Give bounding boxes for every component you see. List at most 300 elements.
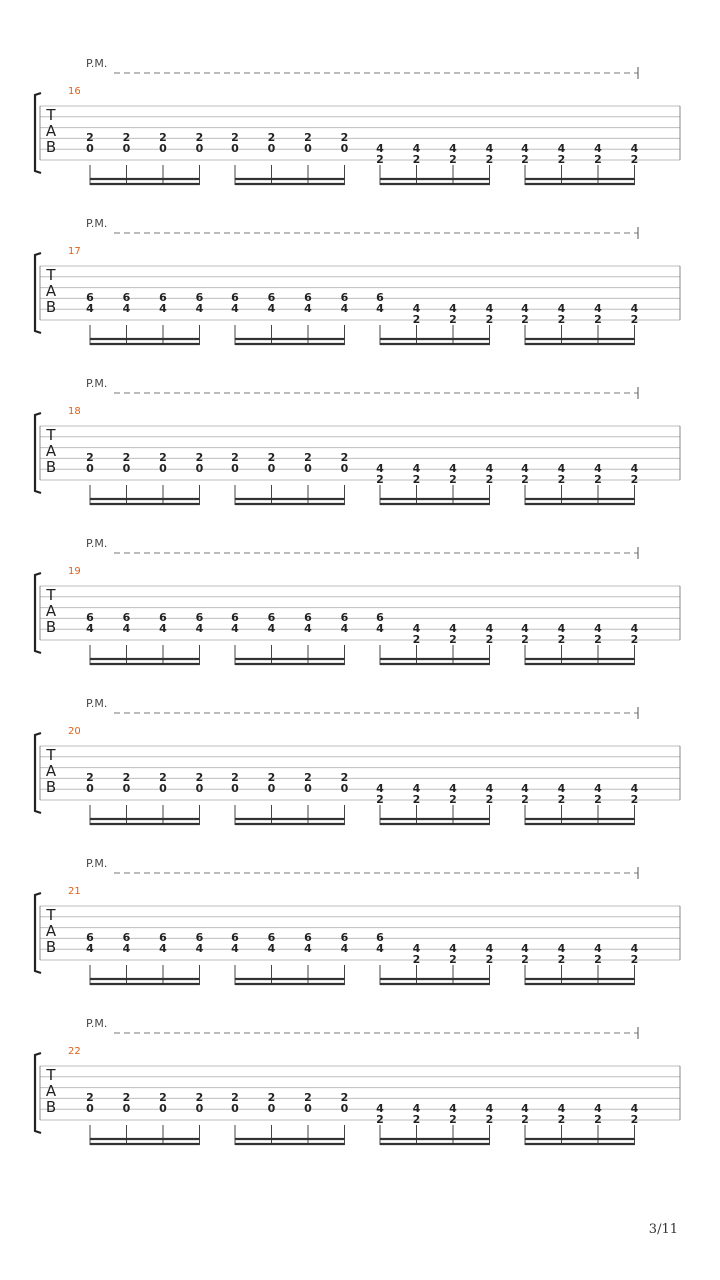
fret-number: 0 — [231, 782, 239, 795]
fret-number: 2 — [594, 313, 602, 326]
fret-number: 2 — [630, 953, 639, 966]
fret-number: 4 — [86, 302, 94, 315]
fret-number: 2 — [594, 1113, 602, 1126]
chord-beat — [341, 931, 349, 985]
fret-number: 4 — [122, 302, 131, 315]
chord-beat — [231, 771, 239, 825]
fret-number: 6 — [122, 291, 131, 304]
chord-beat — [159, 611, 167, 665]
fret-number: 4 — [630, 782, 639, 795]
chord-beat — [268, 611, 276, 665]
fret-number: 4 — [304, 942, 312, 955]
chord-beat — [159, 931, 167, 985]
chord-beat — [268, 771, 276, 825]
fret-number: 2 — [630, 313, 639, 326]
fret-number: 4 — [594, 782, 602, 795]
fret-number: 4 — [485, 302, 494, 315]
fret-number: 4 — [521, 302, 529, 315]
chord-beat — [86, 611, 94, 665]
chord-beat — [159, 771, 167, 825]
fret-number: 4 — [521, 462, 529, 475]
fret-number: 6 — [195, 931, 204, 944]
fret-number: 2 — [340, 131, 349, 144]
fret-number: 0 — [340, 462, 349, 475]
fret-number: 4 — [449, 302, 457, 315]
fret-number: 2 — [376, 793, 384, 806]
fret-number: 4 — [159, 302, 167, 315]
fret-number: 4 — [521, 782, 529, 795]
fret-number: 2 — [412, 313, 421, 326]
fret-number: 4 — [449, 942, 457, 955]
fret-number: 4 — [267, 622, 276, 635]
fret-number: 2 — [485, 1113, 494, 1126]
fret-number: 0 — [340, 1102, 349, 1115]
chord-beat — [123, 131, 131, 185]
fret-number: 2 — [412, 153, 421, 166]
tab-clef-letter: A — [45, 922, 57, 940]
fret-number: 4 — [195, 942, 204, 955]
fret-number: 2 — [267, 131, 276, 144]
fret-number: 2 — [159, 451, 167, 464]
fret-number: 0 — [195, 462, 204, 475]
fret-number: 0 — [86, 142, 94, 155]
fret-number: 6 — [304, 611, 312, 624]
fret-number: 4 — [521, 622, 529, 635]
fret-number: 4 — [630, 302, 639, 315]
fret-number: 2 — [122, 451, 131, 464]
chord-beat — [86, 1091, 94, 1145]
tab-clef-letter: T — [46, 746, 56, 764]
fret-number: 6 — [376, 291, 384, 304]
fret-number: 6 — [376, 611, 384, 624]
chord-beat — [268, 291, 276, 345]
fret-number: 0 — [195, 1102, 204, 1115]
tab-system — [35, 57, 680, 185]
fret-number: 6 — [195, 291, 204, 304]
fret-number: 6 — [340, 611, 349, 624]
tab-clef-letter: T — [46, 266, 56, 284]
chord-beat — [341, 611, 349, 665]
fret-number: 4 — [122, 942, 131, 955]
chord-beat — [123, 1091, 131, 1145]
fret-number: 2 — [594, 793, 602, 806]
fret-number: 4 — [594, 942, 602, 955]
fret-number: 4 — [594, 142, 602, 155]
fret-number: 0 — [304, 142, 312, 155]
tab-system — [35, 377, 680, 505]
fret-number: 0 — [267, 1102, 276, 1115]
fret-number: 2 — [449, 953, 457, 966]
chord-beat — [231, 291, 239, 345]
fret-number: 6 — [159, 931, 167, 944]
fret-number: 2 — [521, 1113, 529, 1126]
fret-number: 4 — [267, 302, 276, 315]
fret-number: 4 — [412, 302, 421, 315]
tab-clef-letter: A — [45, 282, 57, 300]
fret-number: 2 — [449, 313, 457, 326]
fret-number: 2 — [521, 953, 529, 966]
fret-number: 6 — [376, 931, 384, 944]
fret-number: 2 — [594, 153, 602, 166]
chord-beat — [123, 451, 131, 505]
fret-number: 4 — [449, 782, 457, 795]
chord-beat — [304, 131, 312, 185]
fret-number: 2 — [340, 451, 349, 464]
fret-number: 6 — [195, 611, 204, 624]
palm-mute-label: P.M. — [86, 1017, 108, 1030]
fret-number: 0 — [304, 1102, 312, 1115]
palm-mute-label: P.M. — [86, 697, 108, 710]
fret-number: 4 — [412, 622, 421, 635]
tab-clef-letter: A — [45, 602, 57, 620]
fret-number: 4 — [449, 142, 457, 155]
fret-number: 6 — [304, 291, 312, 304]
fret-number: 4 — [630, 1102, 639, 1115]
fret-number: 4 — [340, 622, 349, 635]
fret-number: 4 — [304, 622, 312, 635]
fret-number: 2 — [557, 313, 566, 326]
fret-number: 4 — [122, 622, 131, 635]
measure-number: 18 — [68, 406, 81, 417]
fret-number: 0 — [195, 142, 204, 155]
fret-number: 4 — [159, 622, 167, 635]
chord-beat — [304, 771, 312, 825]
fret-number: 2 — [521, 153, 529, 166]
fret-number: 4 — [376, 942, 384, 955]
fret-number: 0 — [86, 1102, 94, 1115]
fret-number: 2 — [231, 771, 239, 784]
fret-number: 4 — [594, 1102, 602, 1115]
chord-beat — [86, 771, 94, 825]
fret-number: 6 — [159, 611, 167, 624]
chord-beat — [231, 131, 239, 185]
fret-number: 0 — [304, 462, 312, 475]
fret-number: 2 — [86, 131, 94, 144]
fret-number: 4 — [376, 782, 384, 795]
fret-number: 4 — [557, 302, 566, 315]
fret-number: 2 — [304, 771, 312, 784]
fret-number: 4 — [195, 302, 204, 315]
chord-beat — [304, 931, 312, 985]
fret-number: 2 — [630, 153, 639, 166]
fret-number: 2 — [304, 451, 312, 464]
chord-beat — [231, 611, 239, 665]
chord-beat — [86, 131, 94, 185]
fret-number: 4 — [412, 782, 421, 795]
fret-number: 2 — [449, 633, 457, 646]
fret-number: 6 — [267, 931, 276, 944]
fret-number: 2 — [412, 793, 421, 806]
fret-number: 6 — [86, 931, 94, 944]
tab-system — [35, 537, 680, 665]
fret-number: 4 — [485, 1102, 494, 1115]
fret-number: 4 — [376, 142, 384, 155]
fret-number: 2 — [630, 473, 639, 486]
fret-number: 2 — [630, 1113, 639, 1126]
fret-number: 2 — [376, 1113, 384, 1126]
fret-number: 4 — [412, 142, 421, 155]
fret-number: 4 — [557, 1102, 566, 1115]
fret-number: 2 — [340, 771, 349, 784]
fret-number: 2 — [122, 771, 131, 784]
fret-number: 6 — [340, 931, 349, 944]
fret-number: 2 — [412, 633, 421, 646]
fret-number: 2 — [594, 633, 602, 646]
fret-number: 2 — [557, 633, 566, 646]
fret-number: 2 — [449, 1113, 457, 1126]
fret-number: 4 — [594, 302, 602, 315]
tab-clef-letter: T — [46, 906, 56, 924]
fret-number: 4 — [412, 462, 421, 475]
palm-mute-label: P.M. — [86, 57, 108, 70]
chord-beat — [231, 451, 239, 505]
fret-number: 6 — [86, 291, 94, 304]
fret-number: 2 — [122, 131, 131, 144]
fret-number: 4 — [485, 462, 494, 475]
fret-number: 4 — [86, 942, 94, 955]
fret-number: 2 — [630, 633, 639, 646]
fret-number: 0 — [340, 142, 349, 155]
fret-number: 2 — [485, 633, 494, 646]
fret-number: 0 — [267, 142, 276, 155]
fret-number: 2 — [485, 313, 494, 326]
fret-number: 2 — [485, 473, 494, 486]
fret-number: 4 — [267, 942, 276, 955]
fret-number: 6 — [231, 611, 239, 624]
page-number: 3/11 — [648, 1222, 678, 1237]
tab-clef-letter: A — [45, 122, 57, 140]
chord-beat — [376, 931, 384, 985]
chord-beat — [304, 451, 312, 505]
chord-beat — [304, 291, 312, 345]
fret-number: 4 — [557, 622, 566, 635]
fret-number: 2 — [195, 451, 204, 464]
fret-number: 0 — [122, 1102, 131, 1115]
tab-clef-letter: T — [46, 426, 56, 444]
fret-number: 4 — [449, 462, 457, 475]
chord-beat — [196, 1091, 204, 1145]
fret-number: 4 — [340, 302, 349, 315]
fret-number: 0 — [86, 782, 94, 795]
fret-number: 6 — [122, 931, 131, 944]
fret-number: 4 — [630, 142, 639, 155]
measure-number: 20 — [68, 726, 81, 737]
fret-number: 2 — [630, 793, 639, 806]
chord-beat — [196, 931, 204, 985]
chord-beat — [231, 931, 239, 985]
chord-beat — [196, 771, 204, 825]
chord-beat — [268, 131, 276, 185]
fret-number: 6 — [267, 291, 276, 304]
fret-number: 6 — [304, 931, 312, 944]
fret-number: 4 — [557, 142, 566, 155]
chord-beat — [159, 131, 167, 185]
tab-clef-letter: B — [45, 618, 57, 636]
fret-number: 4 — [304, 302, 312, 315]
fret-number: 2 — [267, 771, 276, 784]
fret-number: 0 — [195, 782, 204, 795]
fret-number: 4 — [521, 142, 529, 155]
chord-beat — [304, 611, 312, 665]
fret-number: 0 — [231, 462, 239, 475]
fret-number: 4 — [195, 622, 204, 635]
fret-number: 2 — [159, 1091, 167, 1104]
fret-number: 2 — [485, 153, 494, 166]
fret-number: 2 — [122, 1091, 131, 1104]
fret-number: 2 — [521, 633, 529, 646]
fret-number: 0 — [159, 142, 167, 155]
fret-number: 4 — [485, 942, 494, 955]
chord-beat — [123, 611, 131, 665]
fret-number: 4 — [594, 622, 602, 635]
chord-beat — [86, 931, 94, 985]
fret-number: 0 — [304, 782, 312, 795]
fret-number: 4 — [630, 622, 639, 635]
fret-number: 4 — [231, 302, 239, 315]
fret-number: 6 — [159, 291, 167, 304]
fret-number: 2 — [557, 473, 566, 486]
chord-beat — [159, 451, 167, 505]
chord-beat — [123, 771, 131, 825]
measure-number: 21 — [68, 886, 81, 897]
fret-number: 2 — [485, 793, 494, 806]
fret-number: 6 — [231, 931, 239, 944]
fret-number: 2 — [159, 131, 167, 144]
chord-beat — [341, 771, 349, 825]
fret-number: 2 — [86, 771, 94, 784]
chord-beat — [376, 291, 384, 345]
measure-number: 17 — [68, 246, 81, 257]
fret-number: 2 — [376, 473, 384, 486]
chord-beat — [196, 611, 204, 665]
fret-number: 0 — [159, 462, 167, 475]
fret-number: 4 — [159, 942, 167, 955]
fret-number: 0 — [267, 462, 276, 475]
fret-number: 0 — [159, 782, 167, 795]
chord-beat — [86, 451, 94, 505]
fret-number: 2 — [195, 771, 204, 784]
chord-beat — [268, 1091, 276, 1145]
fret-number: 6 — [340, 291, 349, 304]
chord-beat — [123, 931, 131, 985]
palm-mute-label: P.M. — [86, 377, 108, 390]
chord-beat — [304, 1091, 312, 1145]
fret-number: 2 — [521, 313, 529, 326]
chord-beat — [196, 131, 204, 185]
fret-number: 0 — [122, 782, 131, 795]
tab-system — [35, 857, 680, 985]
fret-number: 4 — [557, 782, 566, 795]
fret-number: 6 — [231, 291, 239, 304]
fret-number: 2 — [376, 153, 384, 166]
fret-number: 2 — [449, 793, 457, 806]
fret-number: 2 — [412, 1113, 421, 1126]
fret-number: 4 — [449, 1102, 457, 1115]
tab-clef-letter: B — [45, 298, 57, 316]
fret-number: 4 — [86, 622, 94, 635]
fret-number: 4 — [376, 462, 384, 475]
fret-number: 4 — [485, 622, 494, 635]
fret-number: 2 — [521, 473, 529, 486]
fret-number: 4 — [521, 1102, 529, 1115]
fret-number: 4 — [231, 622, 239, 635]
fret-number: 2 — [86, 451, 94, 464]
palm-mute-label: P.M. — [86, 857, 108, 870]
fret-number: 4 — [376, 622, 384, 635]
fret-number: 2 — [521, 793, 529, 806]
tab-clef-letter: B — [45, 938, 57, 956]
fret-number: 6 — [122, 611, 131, 624]
tab-system — [35, 697, 680, 825]
tab-clef-letter: T — [46, 106, 56, 124]
fret-number: 4 — [449, 622, 457, 635]
fret-number: 0 — [86, 462, 94, 475]
chord-beat — [376, 611, 384, 665]
fret-number: 2 — [557, 953, 566, 966]
fret-number: 2 — [304, 131, 312, 144]
chord-beat — [196, 451, 204, 505]
tab-clef-letter: A — [45, 1082, 57, 1100]
fret-number: 2 — [304, 1091, 312, 1104]
fret-number: 2 — [195, 1091, 204, 1104]
fret-number: 4 — [231, 942, 239, 955]
fret-number: 4 — [594, 462, 602, 475]
fret-number: 2 — [594, 953, 602, 966]
tab-clef-letter: T — [46, 586, 56, 604]
palm-mute-label: P.M. — [86, 537, 108, 550]
fret-number: 2 — [412, 953, 421, 966]
chord-beat — [86, 291, 94, 345]
chord-beat — [341, 451, 349, 505]
fret-number: 2 — [594, 473, 602, 486]
tab-system — [35, 217, 680, 345]
palm-mute-label: P.M. — [86, 217, 108, 230]
tab-clef-letter: B — [45, 138, 57, 156]
fret-number: 2 — [195, 131, 204, 144]
chord-beat — [268, 931, 276, 985]
fret-number: 0 — [267, 782, 276, 795]
fret-number: 2 — [557, 1113, 566, 1126]
fret-number: 2 — [267, 451, 276, 464]
tab-system — [35, 1017, 680, 1145]
fret-number: 2 — [231, 131, 239, 144]
fret-number: 4 — [630, 942, 639, 955]
tab-clef-letter: B — [45, 1098, 57, 1116]
chord-beat — [268, 451, 276, 505]
fret-number: 6 — [267, 611, 276, 624]
tab-clef-letter: A — [45, 762, 57, 780]
fret-number: 0 — [340, 782, 349, 795]
fret-number: 4 — [376, 302, 384, 315]
chord-beat — [341, 131, 349, 185]
fret-number: 4 — [557, 942, 566, 955]
fret-number: 0 — [231, 142, 239, 155]
fret-number: 4 — [485, 142, 494, 155]
fret-number: 4 — [376, 1102, 384, 1115]
fret-number: 0 — [231, 1102, 239, 1115]
tab-clef-letter: A — [45, 442, 57, 460]
fret-number: 4 — [485, 782, 494, 795]
chord-beat — [123, 291, 131, 345]
fret-number: 0 — [122, 142, 131, 155]
fret-number: 2 — [86, 1091, 94, 1104]
fret-number: 2 — [485, 953, 494, 966]
tab-clef-letter: B — [45, 778, 57, 796]
fret-number: 4 — [521, 942, 529, 955]
fret-number: 0 — [159, 1102, 167, 1115]
chord-beat — [196, 291, 204, 345]
fret-number: 0 — [122, 462, 131, 475]
